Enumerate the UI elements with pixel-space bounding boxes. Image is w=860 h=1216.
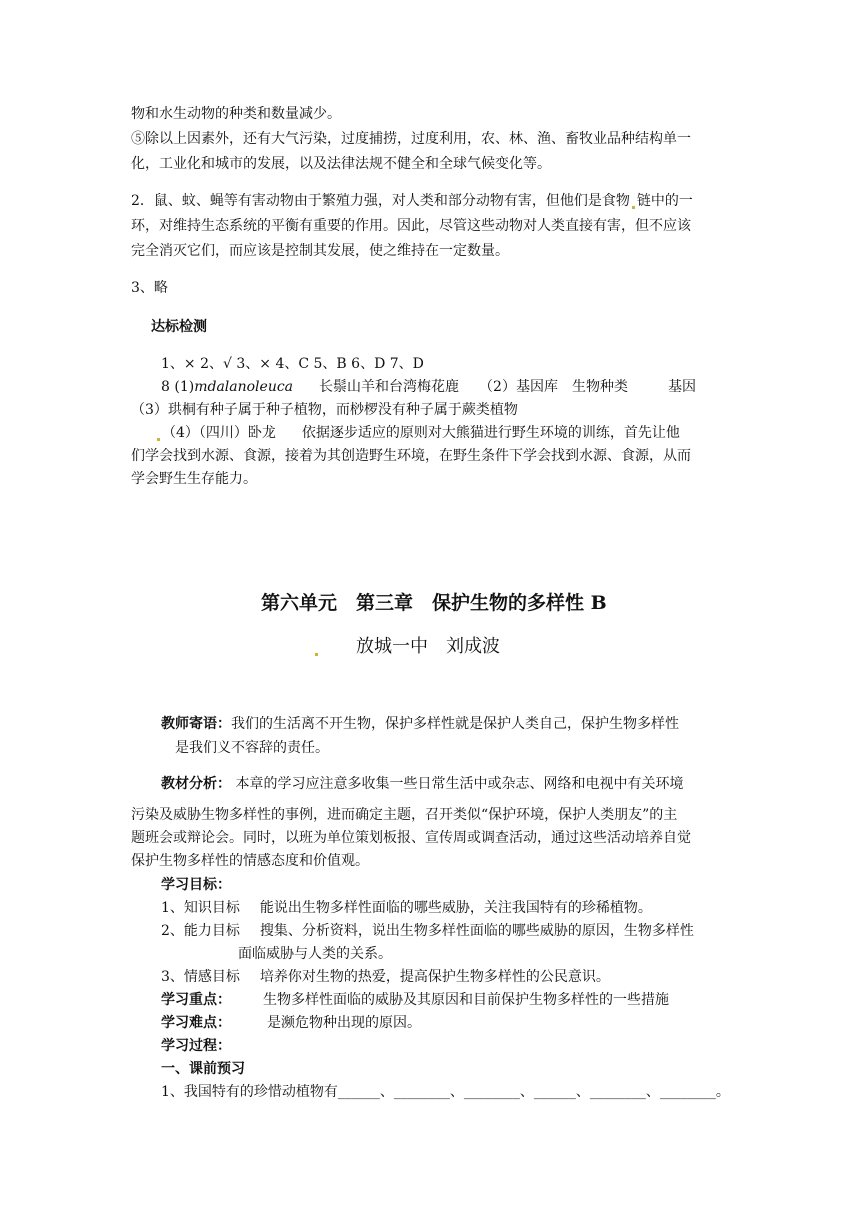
teacher-msg-line2: 是我们义不容辞的责任。 — [175, 740, 329, 756]
q8-b: （2）基因库 — [479, 379, 558, 395]
test-q8-3: （3）珙桐有种子属于种子植物，而桫椤没有种子属于蕨类植物 — [131, 402, 518, 418]
para2-line1 — [131, 191, 693, 211]
test-q8-4-line — [155, 423, 680, 443]
key-point-text: 生物多样性面临的威胁及其原因和目前保护生物多样性的一些措施 — [263, 992, 669, 1008]
q8-d: 基因 — [667, 379, 696, 395]
q8-4b: 依据逐步适应的原则对大熊猫进行野生环境的训练，首先让他 — [301, 425, 680, 441]
key-point — [161, 990, 669, 1010]
marker-dot — [157, 438, 160, 441]
analysis-text1: 本章的学习应注意多收集一些日常生活中或杂志、网络和电视中有关环境 — [231, 776, 684, 792]
goal-1-label: 1、知识目标 — [161, 900, 240, 916]
para2-line3: 完全消灭它们，而应该是控制其发展，使之维持在一定数量。 — [131, 243, 509, 259]
q8-4a: （4）（四川）卧龙 — [162, 425, 276, 441]
goal-1-text: 能说出生物多样性面临的哪些威胁，关注我国特有的珍稀植物。 — [259, 900, 652, 916]
process-label: 学习过程： — [161, 1038, 231, 1054]
author-line — [313, 632, 500, 658]
preview-label: 一、课前预习 — [161, 1061, 245, 1077]
key-point-label: 学习重点： — [161, 992, 231, 1008]
para2-line1a: 2．鼠、蚊、蝇等有害动物由于繁殖力强，对人类和部分动物有害，但他们是食物 — [131, 193, 630, 209]
goals-label: 学习目标： — [161, 877, 231, 893]
goal-1 — [161, 898, 652, 918]
q8-a: 长鬃山羊和台湾梅花鹿 — [319, 379, 460, 395]
para2-line1b: 链中的一 — [636, 193, 693, 209]
goal-3 — [161, 967, 610, 987]
q8-prefix: 8 (1) — [161, 379, 195, 395]
prev-line1: 物和水生动物的种类和数量减少。 — [131, 106, 341, 122]
preview-q1: 1、我国特有的珍惜动植物有______、________、________、______、________、________。 — [161, 1084, 730, 1100]
goal-2-text1: 搜集、分析资料，说出生物多样性面临的哪些威胁的原因，生物多样性 — [259, 923, 694, 939]
prev-line2: ⑤除以上因素外，还有大气污染，过度捕捞，过度利用，农、林、渔、畜牧业品种结构单一 — [131, 131, 691, 147]
page-title: 第六单元 第三章 保护生物的多样性 B — [261, 592, 607, 614]
test-q8-4d: 学会野生生存能力。 — [131, 471, 257, 487]
goal-2-label: 2、能力目标 — [161, 923, 240, 939]
test-q8-4c: 们学会找到水源、食源，接着为其创造野生环境，在野生条件下学会找到水源、食源，从而 — [131, 448, 691, 464]
item-3: 3、略 — [131, 280, 168, 296]
goal-3-label: 3、情感目标 — [161, 969, 240, 985]
analysis-line1 — [161, 774, 683, 794]
teacher-msg-line1 — [161, 714, 679, 734]
q8-c: 生物种类 — [571, 379, 628, 395]
analysis-label: 教材分析： — [161, 776, 231, 792]
difficulty — [161, 1013, 421, 1033]
test-heading: 达标检测 — [151, 319, 207, 335]
test-answers-1: 1、× 2、√ 3、× 4、C 5、B 6、D 7、D — [161, 356, 424, 372]
difficulty-label: 学习难点： — [161, 1015, 231, 1031]
teacher-msg-text1: 我们的生活离不开生物，保护多样性就是保护人类自己，保护生物多样性 — [231, 716, 679, 732]
author: 放城一中 刘成波 — [356, 636, 500, 657]
analysis-line4: 保护生物多样性的情感态度和价值观。 — [131, 853, 369, 869]
prev-line3: 化，工业化和城市的发展，以及法律法规不健全和全球气候变化等。 — [131, 156, 551, 172]
para2-line2: 环，对维持生态系统的平衡有重要的作用。因此，尽管这些动物对人类直接有害，但不应该 — [131, 218, 691, 234]
test-q8-line — [161, 377, 696, 397]
goal-2-line2: 面临威胁与人类的关系。 — [238, 946, 392, 962]
difficulty-text: 是濒危物种出现的原因。 — [267, 1015, 421, 1031]
analysis-line2: 污染及威胁生物多样性的事例，进而确定主题，召开类似“保护环境，保护人类朋友”的主 — [131, 807, 678, 823]
goal-2 — [161, 921, 694, 941]
q8-latin: mdalanoleuca — [194, 379, 294, 395]
teacher-msg-label: 教师寄语： — [161, 716, 231, 732]
marker-dot — [632, 206, 635, 209]
goal-3-text: 培养你对生物的热爱，提高保护生物多样性的公民意识。 — [259, 969, 610, 985]
analysis-line3: 题班会或辩论会。同时，以班为单位策划板报、宣传周或调查活动，通过这些活动培养自觉 — [131, 830, 691, 846]
marker-dot — [315, 653, 318, 656]
